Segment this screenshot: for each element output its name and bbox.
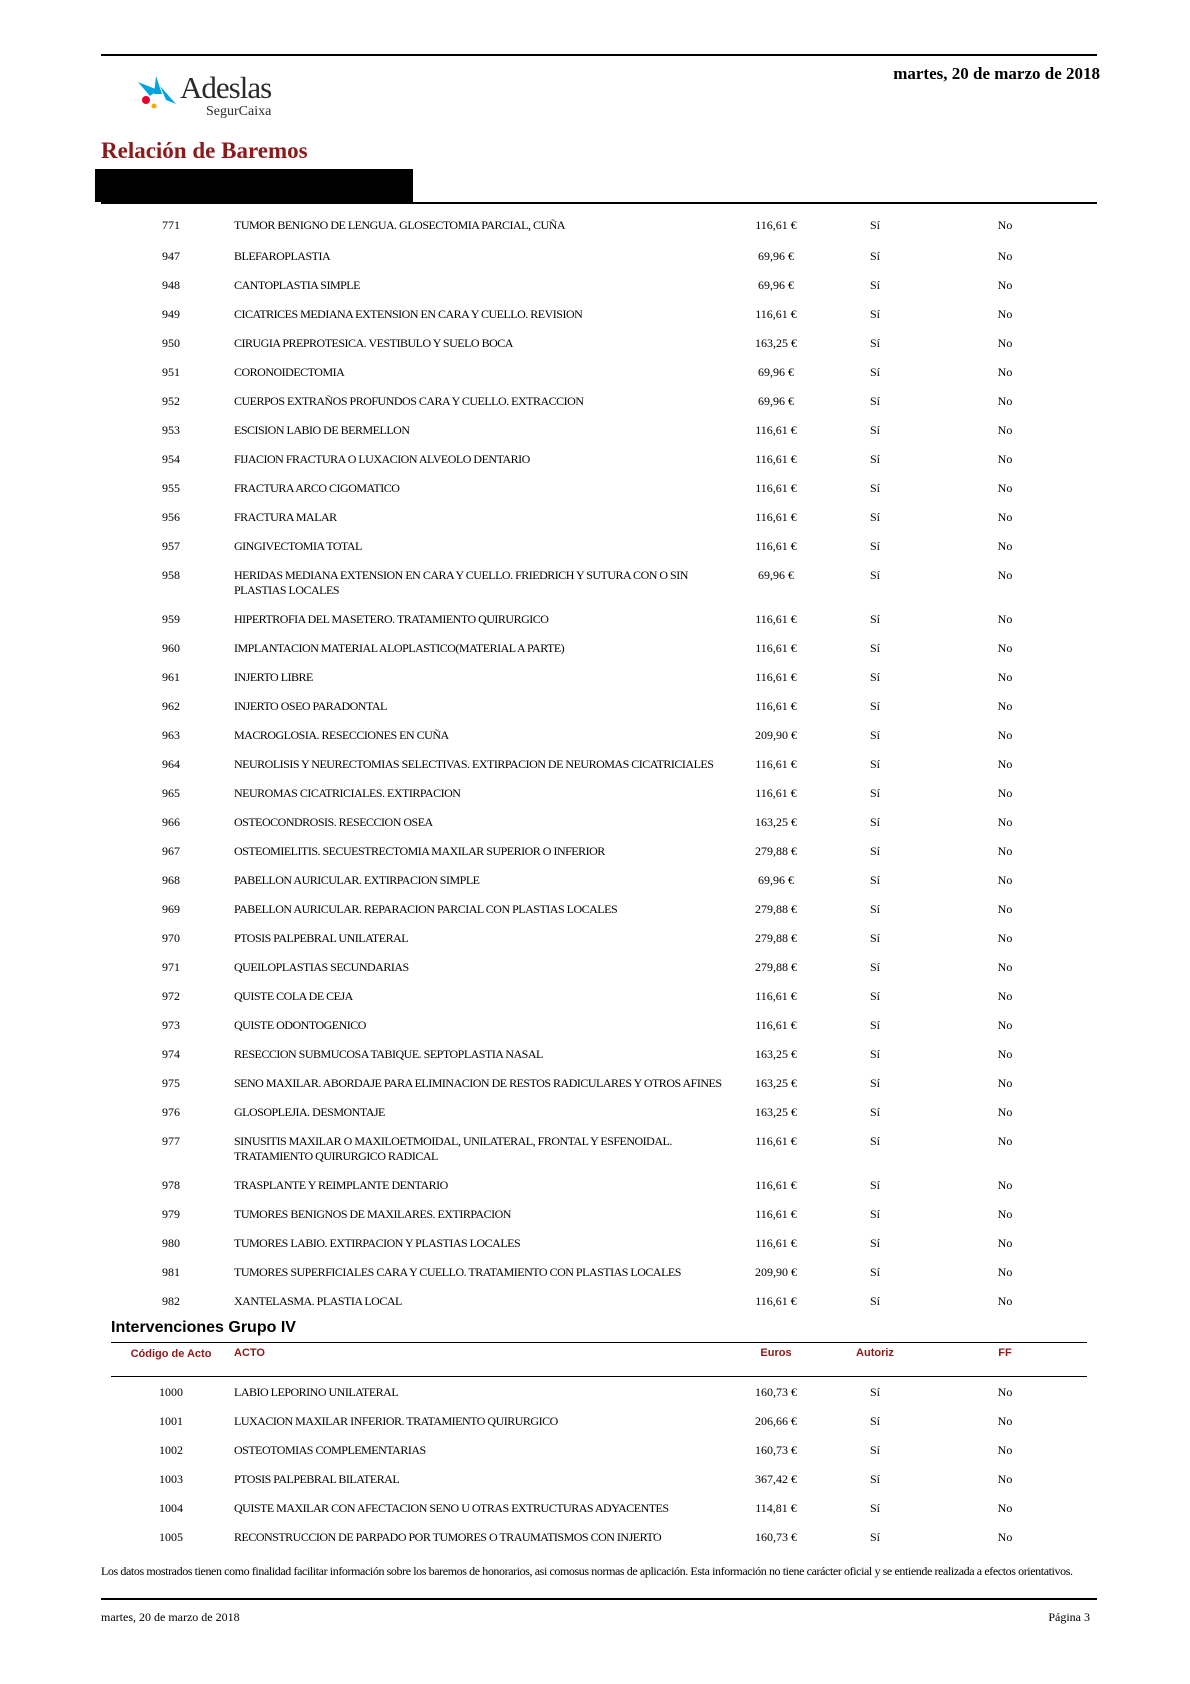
table-row <box>0 1134 1190 1163</box>
table-row <box>0 1018 1190 1047</box>
col-header-act: ACTO <box>234 1347 265 1359</box>
act-code: 1003 <box>159 1472 183 1486</box>
act-description: BLEFAROPLASTIA <box>234 249 331 263</box>
act-description: FIJACION FRACTURA O LUXACION ALVEOLO DENTARIO <box>234 452 530 466</box>
act-code: 1002 <box>159 1443 183 1457</box>
act-code: 975 <box>162 1076 180 1090</box>
table-row <box>0 786 1190 815</box>
autoriz-value: Sí <box>869 1294 880 1308</box>
act-description: CIRUGIA PREPROTESICA. VESTIBULO Y SUELO BOCA <box>234 336 513 350</box>
col-header-euros: Euros <box>760 1347 792 1359</box>
euros-value: 160,73 € <box>755 1443 797 1457</box>
act-code: 1005 <box>159 1530 183 1544</box>
euros-value: 279,88 € <box>755 960 797 974</box>
autoriz-value: Sí <box>869 989 880 1003</box>
euros-value: 160,73 € <box>755 1530 797 1544</box>
euros-value: 367,42 € <box>755 1472 797 1486</box>
autoriz-value: Sí <box>869 278 880 292</box>
act-description: TUMORES BENIGNOS DE MAXILARES. EXTIRPACION <box>234 1207 511 1221</box>
table-row <box>0 1076 1190 1105</box>
act-description: RECONSTRUCCION DE PARPADO POR TUMORES O TRAUMATISMOS CON INJERTO <box>234 1530 662 1544</box>
autoriz-value: Sí <box>869 1443 880 1457</box>
act-code: 953 <box>162 423 180 437</box>
act-code: 979 <box>162 1207 180 1221</box>
act-code: 947 <box>162 249 180 263</box>
title-rule <box>101 202 1097 204</box>
act-description: CICATRICES MEDIANA EXTENSION EN CARA Y CUELLO. REVISION <box>234 307 583 321</box>
act-code: 973 <box>162 1018 180 1032</box>
euros-value: 69,96 € <box>758 249 794 263</box>
ff-value: No <box>997 1076 1013 1090</box>
table-row <box>0 1047 1190 1076</box>
act-code: 981 <box>162 1265 180 1279</box>
euros-value: 116,61 € <box>755 452 797 466</box>
adeslas-logo <box>136 70 286 120</box>
act-description: QUISTE MAXILAR CON AFECTACION SENO U OTRAS EXTRUCTURAS ADYACENTES <box>234 1501 669 1515</box>
act-description: NEUROMAS CICATRICIALES. EXTIRPACION <box>234 786 461 800</box>
act-code: 952 <box>162 394 180 408</box>
act-description: QUISTE ODONTOGENICO <box>234 1018 366 1032</box>
table-row <box>0 510 1190 539</box>
ff-value: No <box>997 873 1013 887</box>
table-row <box>0 307 1190 336</box>
euros-value: 116,61 € <box>755 1134 797 1148</box>
table-row <box>0 960 1190 989</box>
table-row <box>0 844 1190 873</box>
ff-value: No <box>997 510 1013 524</box>
autoriz-value: Sí <box>869 568 880 582</box>
euros-value: 69,96 € <box>758 873 794 887</box>
table-row <box>0 989 1190 1018</box>
euros-value: 116,61 € <box>755 423 797 437</box>
euros-value: 116,61 € <box>755 612 797 626</box>
ff-value: No <box>997 960 1013 974</box>
table-row <box>0 1178 1190 1207</box>
header-date: martes, 20 de marzo de 2018 <box>893 64 1100 83</box>
act-description: PTOSIS PALPEBRAL BILATERAL <box>234 1472 400 1486</box>
act-code: 962 <box>162 699 180 713</box>
disclaimer: Los datos mostrados tienen como finalidad facilitar información sobre los baremos de honorarios, asi comosus normas de aplicación. Esta información no tiene carácter oficial y se entiende realizada a efectos orientativos. <box>101 1564 1073 1578</box>
euros-value: 116,61 € <box>755 307 797 321</box>
act-code: 965 <box>162 786 180 800</box>
table-row <box>0 278 1190 307</box>
table-row <box>0 249 1190 278</box>
autoriz-value: Sí <box>869 249 880 263</box>
act-code: 771 <box>162 218 180 232</box>
euros-value: 163,25 € <box>755 1105 797 1119</box>
act-code: 958 <box>162 568 180 582</box>
autoriz-value: Sí <box>869 670 880 684</box>
ff-value: No <box>997 365 1013 379</box>
act-code: 971 <box>162 960 180 974</box>
ff-value: No <box>997 670 1013 684</box>
act-code: 950 <box>162 336 180 350</box>
act-code: 949 <box>162 307 180 321</box>
euros-value: 163,25 € <box>755 336 797 350</box>
act-code: 982 <box>162 1294 180 1308</box>
ff-value: No <box>997 1472 1013 1486</box>
euros-value: 160,73 € <box>755 1385 797 1399</box>
act-description: NEUROLISIS Y NEURECTOMIAS SELECTIVAS. EXTIRPACION DE NEUROMAS CICATRICIALES <box>234 757 714 771</box>
euros-value: 116,61 € <box>755 481 797 495</box>
ff-value: No <box>997 1385 1013 1399</box>
table-row <box>0 612 1190 641</box>
logo-sub: SegurCaixa <box>206 104 272 119</box>
euros-value: 116,61 € <box>755 786 797 800</box>
autoriz-value: Sí <box>869 1207 880 1221</box>
autoriz-value: Sí <box>869 612 880 626</box>
act-description: FRACTURA ARCO CIGOMATICO <box>234 481 400 495</box>
footer-rule <box>101 1598 1097 1600</box>
ff-value: No <box>997 1294 1013 1308</box>
act-description: INJERTO OSEO PARADONTAL <box>234 699 387 713</box>
act-description: IMPLANTACION MATERIAL ALOPLASTICO(MATERIAL A PARTE) <box>234 641 565 655</box>
table-row <box>0 394 1190 423</box>
table-row <box>0 365 1190 394</box>
euros-value: 116,61 € <box>755 989 797 1003</box>
autoriz-value: Sí <box>869 1047 880 1061</box>
logo-star-icon <box>136 74 180 110</box>
act-code: 954 <box>162 452 180 466</box>
ff-value: No <box>997 481 1013 495</box>
ff-value: No <box>997 1047 1013 1061</box>
euros-value: 116,61 € <box>755 539 797 553</box>
autoriz-value: Sí <box>869 423 880 437</box>
act-description: QUEILOPLASTIAS SECUNDARIAS <box>234 960 409 974</box>
act-description: HERIDAS MEDIANA EXTENSION EN CARA Y CUELLO. FRIEDRICH Y SUTURA CON O SIN PLASTIAS LOCALES <box>234 568 688 597</box>
autoriz-value: Sí <box>869 218 880 232</box>
ff-value: No <box>997 1178 1013 1192</box>
act-code: 948 <box>162 278 180 292</box>
euros-value: 163,25 € <box>755 815 797 829</box>
act-code: 967 <box>162 844 180 858</box>
autoriz-value: Sí <box>869 481 880 495</box>
ff-value: No <box>997 336 1013 350</box>
act-code: 957 <box>162 539 180 553</box>
act-code: 968 <box>162 873 180 887</box>
act-description: XANTELASMA. PLASTIA LOCAL <box>234 1294 402 1308</box>
table-row <box>0 728 1190 757</box>
euros-value: 163,25 € <box>755 1047 797 1061</box>
autoriz-value: Sí <box>869 931 880 945</box>
autoriz-value: Sí <box>869 641 880 655</box>
ff-value: No <box>997 1414 1013 1428</box>
act-code: 969 <box>162 902 180 916</box>
act-description: QUISTE COLA DE CEJA <box>234 989 353 1003</box>
autoriz-value: Sí <box>869 452 880 466</box>
euros-value: 116,61 € <box>755 1294 797 1308</box>
act-code: 966 <box>162 815 180 829</box>
act-description: SINUSITIS MAXILAR O MAXILOETMOIDAL, UNILATERAL, FRONTAL Y ESFENOIDAL. TRATAMIENTO QUIRURGICO RADICAL <box>234 1134 672 1163</box>
act-description: GLOSOPLEJIA. DESMONTAJE <box>234 1105 385 1119</box>
table-row <box>0 1265 1190 1294</box>
autoriz-value: Sí <box>869 960 880 974</box>
table-row <box>0 1414 1190 1443</box>
ff-value: No <box>997 1530 1013 1544</box>
autoriz-value: Sí <box>869 699 880 713</box>
act-description: TUMORES SUPERFICIALES CARA Y CUELLO. TRATAMIENTO CON PLASTIAS LOCALES <box>234 1265 681 1279</box>
act-code: 974 <box>162 1047 180 1061</box>
ff-value: No <box>997 1265 1013 1279</box>
section-title: Intervenciones Grupo IV <box>111 1319 296 1336</box>
act-description: SENO MAXILAR. ABORDAJE PARA ELIMINACION DE RESTOS RADICULARES Y OTROS AFINES <box>234 1076 722 1090</box>
ff-value: No <box>997 844 1013 858</box>
autoriz-value: Sí <box>869 307 880 321</box>
ff-value: No <box>997 1443 1013 1457</box>
table-row <box>0 815 1190 844</box>
act-description: OSTEOTOMIAS COMPLEMENTARIAS <box>234 1443 426 1457</box>
autoriz-value: Sí <box>869 1530 880 1544</box>
ff-value: No <box>997 902 1013 916</box>
euros-value: 69,96 € <box>758 568 794 582</box>
autoriz-value: Sí <box>869 1105 880 1119</box>
act-description: TUMOR BENIGNO DE LENGUA. GLOSECTOMIA PARCIAL, CUÑA <box>234 218 566 232</box>
redacted-block <box>95 169 413 202</box>
euros-value: 116,61 € <box>755 670 797 684</box>
footer-date: martes, 20 de marzo de 2018 <box>101 1610 240 1624</box>
act-description: INJERTO LIBRE <box>234 670 313 684</box>
act-code: 951 <box>162 365 180 379</box>
act-description: CUERPOS EXTRAÑOS PROFUNDOS CARA Y CUELLO. EXTRACCION <box>234 394 584 408</box>
autoriz-value: Sí <box>869 815 880 829</box>
table-row <box>0 481 1190 510</box>
ff-value: No <box>997 568 1013 582</box>
ff-value: No <box>997 1018 1013 1032</box>
act-description: GINGIVECTOMIA TOTAL <box>234 539 362 553</box>
ff-value: No <box>997 757 1013 771</box>
section-header-top-rule <box>111 1342 1087 1343</box>
table-row <box>0 1472 1190 1501</box>
ff-value: No <box>997 1105 1013 1119</box>
ff-value: No <box>997 699 1013 713</box>
act-description: HIPERTROFIA DEL MASETERO. TRATAMIENTO QUIRURGICO <box>234 612 549 626</box>
col-header-code: Código de Acto <box>130 1348 212 1360</box>
ff-value: No <box>997 641 1013 655</box>
euros-value: 116,61 € <box>755 641 797 655</box>
autoriz-value: Sí <box>869 1178 880 1192</box>
euros-value: 116,61 € <box>755 699 797 713</box>
ff-value: No <box>997 815 1013 829</box>
ff-value: No <box>997 278 1013 292</box>
act-code: 1001 <box>159 1414 183 1428</box>
ff-value: No <box>997 989 1013 1003</box>
table-row <box>0 1443 1190 1472</box>
ff-value: No <box>997 218 1013 232</box>
act-description: PABELLON AURICULAR. REPARACION PARCIAL CON PLASTIAS LOCALES <box>234 902 618 916</box>
ff-value: No <box>997 1501 1013 1515</box>
autoriz-value: Sí <box>869 365 880 379</box>
ff-value: No <box>997 931 1013 945</box>
table-row <box>0 336 1190 365</box>
act-code: 970 <box>162 931 180 945</box>
autoriz-value: Sí <box>869 394 880 408</box>
act-code: 955 <box>162 481 180 495</box>
autoriz-value: Sí <box>869 336 880 350</box>
euros-value: 279,88 € <box>755 902 797 916</box>
euros-value: 209,90 € <box>755 1265 797 1279</box>
ff-value: No <box>997 452 1013 466</box>
act-code: 960 <box>162 641 180 655</box>
ff-value: No <box>997 423 1013 437</box>
euros-value: 163,25 € <box>755 1076 797 1090</box>
table-row <box>0 423 1190 452</box>
col-header-autoriz: Autoriz <box>856 1347 894 1359</box>
act-code: 977 <box>162 1134 180 1148</box>
page-number: Página 3 <box>1048 1610 1090 1624</box>
autoriz-value: Sí <box>869 510 880 524</box>
table-row <box>0 1207 1190 1236</box>
autoriz-value: Sí <box>869 1501 880 1515</box>
section-header-bottom-rule <box>111 1376 1087 1377</box>
ff-value: No <box>997 1236 1013 1250</box>
ff-value: No <box>997 786 1013 800</box>
act-description: CORONOIDECTOMIA <box>234 365 345 379</box>
top-rule <box>101 54 1097 56</box>
autoriz-value: Sí <box>869 1265 880 1279</box>
autoriz-value: Sí <box>869 1472 880 1486</box>
act-description: FRACTURA MALAR <box>234 510 337 524</box>
act-description: CANTOPLASTIA SIMPLE <box>234 278 360 292</box>
act-description: LABIO LEPORINO UNILATERAL <box>234 1385 399 1399</box>
table-row <box>0 641 1190 670</box>
euros-value: 279,88 € <box>755 844 797 858</box>
ff-value: No <box>997 612 1013 626</box>
act-code: 976 <box>162 1105 180 1119</box>
act-description: TUMORES LABIO. EXTIRPACION Y PLASTIAS LOCALES <box>234 1236 521 1250</box>
autoriz-value: Sí <box>869 1414 880 1428</box>
euros-value: 116,61 € <box>755 757 797 771</box>
autoriz-value: Sí <box>869 902 880 916</box>
euros-value: 116,61 € <box>755 1018 797 1032</box>
table-row <box>0 1105 1190 1134</box>
act-code: 1000 <box>159 1385 183 1399</box>
ff-value: No <box>997 307 1013 321</box>
act-description: MACROGLOSIA. RESECCIONES EN CUÑA <box>234 728 449 742</box>
autoriz-value: Sí <box>869 844 880 858</box>
autoriz-value: Sí <box>869 1018 880 1032</box>
euros-value: 116,61 € <box>755 218 797 232</box>
ff-value: No <box>997 1207 1013 1221</box>
ff-value: No <box>997 728 1013 742</box>
table-row <box>0 539 1190 568</box>
table-row <box>0 699 1190 728</box>
euros-value: 116,61 € <box>755 1207 797 1221</box>
col-header-ff: FF <box>998 1347 1012 1359</box>
act-code: 1004 <box>159 1501 183 1515</box>
table-row <box>0 568 1190 597</box>
table-row <box>0 902 1190 931</box>
euros-value: 116,61 € <box>755 1236 797 1250</box>
act-description: TRASPLANTE Y REIMPLANTE DENTARIO <box>234 1178 448 1192</box>
table-row <box>0 757 1190 786</box>
ff-value: No <box>997 539 1013 553</box>
table-row <box>0 218 1190 247</box>
euros-value: 209,90 € <box>755 728 797 742</box>
autoriz-value: Sí <box>869 1134 880 1148</box>
ff-value: No <box>997 1134 1013 1148</box>
table-row <box>0 1530 1190 1559</box>
table-row <box>0 931 1190 960</box>
euros-value: 114,81 € <box>755 1501 797 1515</box>
euros-value: 69,96 € <box>758 394 794 408</box>
table-row <box>0 873 1190 902</box>
act-code: 978 <box>162 1178 180 1192</box>
euros-value: 116,61 € <box>755 510 797 524</box>
euros-value: 116,61 € <box>755 1178 797 1192</box>
table-row <box>0 1385 1190 1414</box>
act-description: PABELLON AURICULAR. EXTIRPACION SIMPLE <box>234 873 480 887</box>
act-code: 980 <box>162 1236 180 1250</box>
act-code: 964 <box>162 757 180 771</box>
page-title: Relación de Baremos <box>101 138 308 163</box>
logo-word: Adeslas <box>180 70 272 105</box>
act-code: 972 <box>162 989 180 1003</box>
act-description: OSTEOCONDROSIS. RESECCION OSEA <box>234 815 433 829</box>
table-row <box>0 1236 1190 1265</box>
table-row <box>0 1501 1190 1530</box>
act-description: PTOSIS PALPEBRAL UNILATERAL <box>234 931 409 945</box>
act-code: 959 <box>162 612 180 626</box>
autoriz-value: Sí <box>869 1236 880 1250</box>
act-code: 956 <box>162 510 180 524</box>
act-code: 961 <box>162 670 180 684</box>
euros-value: 69,96 € <box>758 278 794 292</box>
autoriz-value: Sí <box>869 873 880 887</box>
ff-value: No <box>997 394 1013 408</box>
autoriz-value: Sí <box>869 539 880 553</box>
act-description: ESCISION LABIO DE BERMELLON <box>234 423 410 437</box>
autoriz-value: Sí <box>869 1385 880 1399</box>
ff-value: No <box>997 249 1013 263</box>
euros-value: 69,96 € <box>758 365 794 379</box>
table-row <box>0 670 1190 699</box>
act-code: 963 <box>162 728 180 742</box>
act-description: RESECCION SUBMUCOSA TABIQUE. SEPTOPLASTIA NASAL <box>234 1047 543 1061</box>
table-row <box>0 452 1190 481</box>
euros-value: 206,66 € <box>755 1414 797 1428</box>
act-description: OSTEOMIELITIS. SECUESTRECTOMIA MAXILAR SUPERIOR O INFERIOR <box>234 844 605 858</box>
autoriz-value: Sí <box>869 1076 880 1090</box>
autoriz-value: Sí <box>869 728 880 742</box>
act-description: LUXACION MAXILAR INFERIOR. TRATAMIENTO QUIRURGICO <box>234 1414 558 1428</box>
autoriz-value: Sí <box>869 757 880 771</box>
autoriz-value: Sí <box>869 786 880 800</box>
euros-value: 279,88 € <box>755 931 797 945</box>
